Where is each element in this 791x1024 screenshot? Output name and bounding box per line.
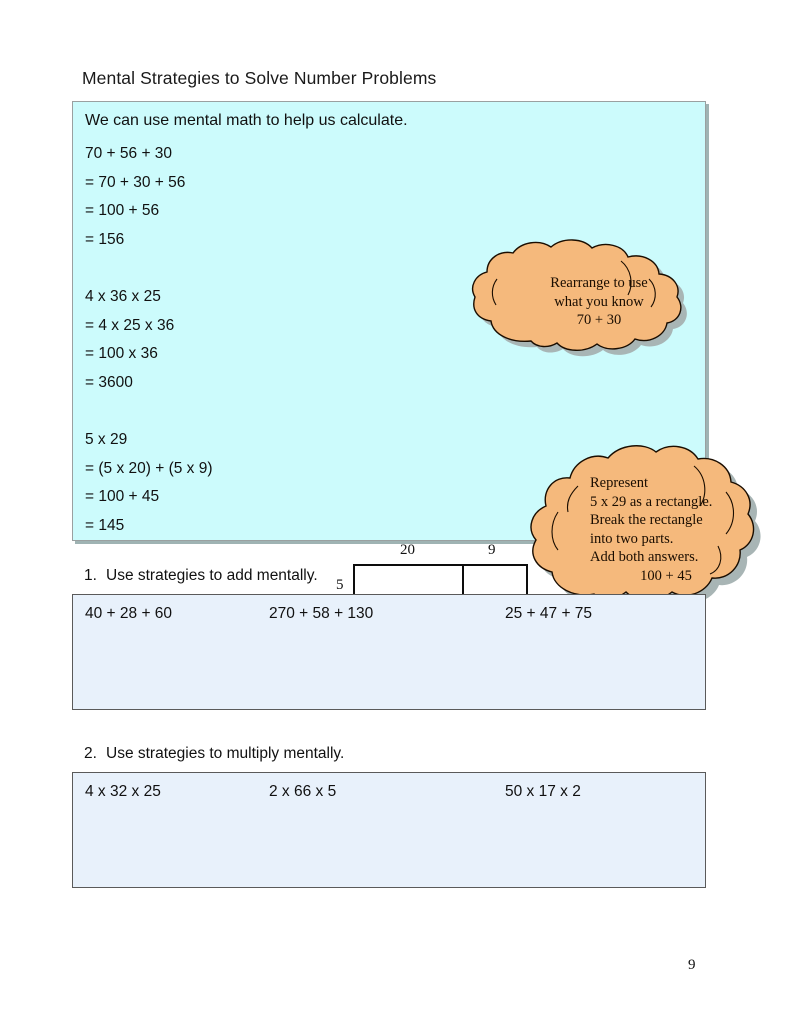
equation-line: = 3600 [85,373,133,391]
problem-cell: 270 + 58 + 130 [269,605,374,622]
equation-line: 70 + 56 + 30 [85,145,173,162]
equation-line: 4 x 36 x 25 [85,288,161,305]
equation-line: = 100 + 56 [85,202,160,219]
rectangle-label-top-left: 20 [400,542,415,558]
cloud-rearrange-text [529,274,669,330]
equation-line: = 100 x 36 [85,345,158,362]
answer-box-1[interactable] [72,594,706,710]
equation-line: = 145 [85,516,125,534]
cloud-represent-text [590,474,742,585]
equation-line: = 4 x 25 x 36 [85,316,175,334]
exercise-instruction: Use strategies to multiply mentally. [106,745,345,762]
equation-group-addition [85,140,185,254]
rectangle-label-side: 5 [336,577,344,593]
callout-cloud-rearrange [471,239,723,367]
exercise-1-heading [84,567,318,585]
cloud-line: Represent [590,475,648,491]
cloud-line: Rearrange to use [550,275,648,291]
cloud-line: what you know [554,293,644,310]
equation-line: = 156 [85,230,125,248]
problem-cell: 4 x 32 x 25 [85,783,161,800]
problem-cell: 50 x 17 x 2 [505,783,581,800]
cloud-line: Break the rectangle [590,512,703,528]
rectangle-divider [462,566,464,595]
problem-row [73,783,705,805]
equation-group-distributive [85,426,213,540]
equation-line: = (5 x 20) + (5 x 9) [85,459,213,477]
exercise-number: 1. [84,567,97,584]
cloud-line: into two parts. [590,530,674,547]
equation-group-multiplication [85,283,174,397]
cloud-line: 100 + 45 [640,567,692,584]
equation-line: 5 x 29 [85,431,128,448]
problem-row [73,605,705,627]
cloud-line: 5 x 29 as a rectangle. [590,493,713,510]
problem-cell: 40 + 28 + 60 [85,605,173,622]
page-title: Mental Strategies to Solve Number Problems [82,68,437,88]
page-number: 9 [688,957,696,973]
exercise-number: 2. [84,745,97,762]
cloud-line: 70 + 30 [576,312,622,328]
rectangle-label-top-right: 9 [488,542,496,558]
exercise-2-heading [84,745,344,763]
lesson-intro-text: We can use mental math to help us calculate. [85,112,408,129]
rectangle-area-model [353,564,528,597]
problem-cell: 2 x 66 x 5 [269,783,337,800]
cloud-line: Add both answers. [590,549,699,565]
equation-line: = 70 + 30 + 56 [85,173,186,191]
problem-cell: 25 + 47 + 75 [505,605,593,622]
answer-box-2[interactable] [72,772,706,888]
equation-line: = 100 + 45 [85,488,160,505]
exercise-instruction: Use strategies to add mentally. [106,567,318,584]
